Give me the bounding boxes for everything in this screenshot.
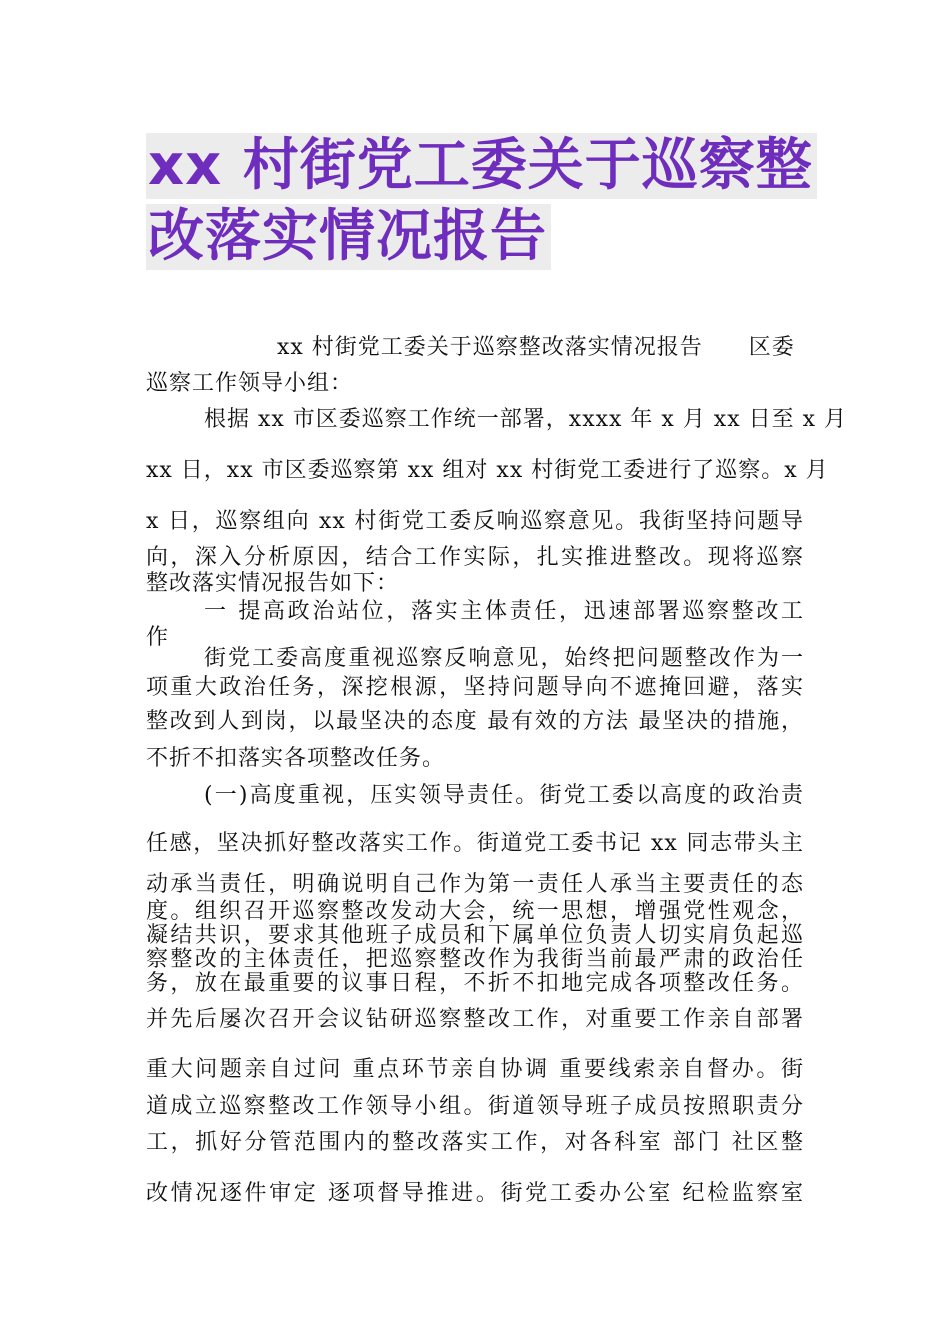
body-line: 改情况逐件审定 逐项督导推进。街党工委办公室 纪检监察室: [146, 1181, 804, 1206]
body-line: 街党工委高度重视巡察反响意见，始终把问题整改作为一: [204, 646, 804, 671]
body-line: (一)高度重视，压实领导责任。街党工委以高度的政治责: [204, 783, 804, 808]
body-line: 察整改的主体责任，把巡察整改作为我街当前最严肃的政治任: [146, 947, 804, 972]
body-line: 整改到人到岗，以最坚决的态度 最有效的方法 最坚决的措施，: [146, 709, 804, 734]
body-line: 动承当责任，明确说明自己作为第一责任人承当主要责任的态: [146, 872, 804, 897]
body-line: 工，抓好分管范围内的整改落实工作，对各科室 部门 社区整: [146, 1130, 804, 1155]
body-line: 巡察工作领导小组：: [146, 371, 354, 396]
body-line: 不折不扣落实各项整改任务。: [146, 746, 446, 771]
body-line: 道成立巡察整改工作领导小组。街道领导班子成员按照职责分: [146, 1094, 804, 1119]
body-line: 度。组织召开巡察整改发动大会，统一思想，增强党性观念，: [146, 899, 804, 924]
body-line: 重大问题亲自过问 重点环节亲自协调 重要线索亲自督办。街: [146, 1057, 804, 1082]
body-line: 向，深入分析原因，结合工作实际，扎实推进整改。现将巡察: [146, 545, 804, 570]
body-line: 整改落实情况报告如下：: [146, 571, 400, 596]
body-line: xx 日，xx 市区委巡察第 xx 组对 xx 村街党工委进行了巡察。x 月: [146, 458, 829, 483]
body-line: 任感，坚决抓好整改落实工作。街道党工委书记 xx 同志带头主: [146, 831, 804, 856]
section-heading: 作: [146, 625, 170, 650]
body-line: 凝结共识，要求其他班子成员和下属单位负责人切实肩负起巡: [146, 923, 804, 948]
body-line: 并先后屡次召开会议钻研巡察整改工作，对重要工作亲自部署: [146, 1007, 804, 1032]
body-line: 务，放在最重要的议事日程，不折不扣地完成各项整改任务。: [146, 971, 804, 996]
body-line: 根据 xx 市区委巡察工作统一部署，xxxx 年 x 月 xx 日至 x 月: [204, 407, 848, 432]
body-line: xx 村街党工委关于巡察整改落实情况报告 区委: [277, 335, 795, 360]
document-title-line-2: 改落实情况报告: [146, 204, 551, 270]
document-title-line-1: xx 村街党工委关于巡察整: [146, 133, 817, 199]
section-heading: 一 提高政治站位，落实主体责任，迅速部署巡察整改工: [204, 599, 804, 624]
body-line: x 日，巡察组向 xx 村街党工委反响巡察意见。我街坚持问题导: [146, 509, 804, 534]
body-line: 项重大政治任务，深挖根源，坚持问题导向不遮掩回避，落实: [146, 675, 804, 700]
